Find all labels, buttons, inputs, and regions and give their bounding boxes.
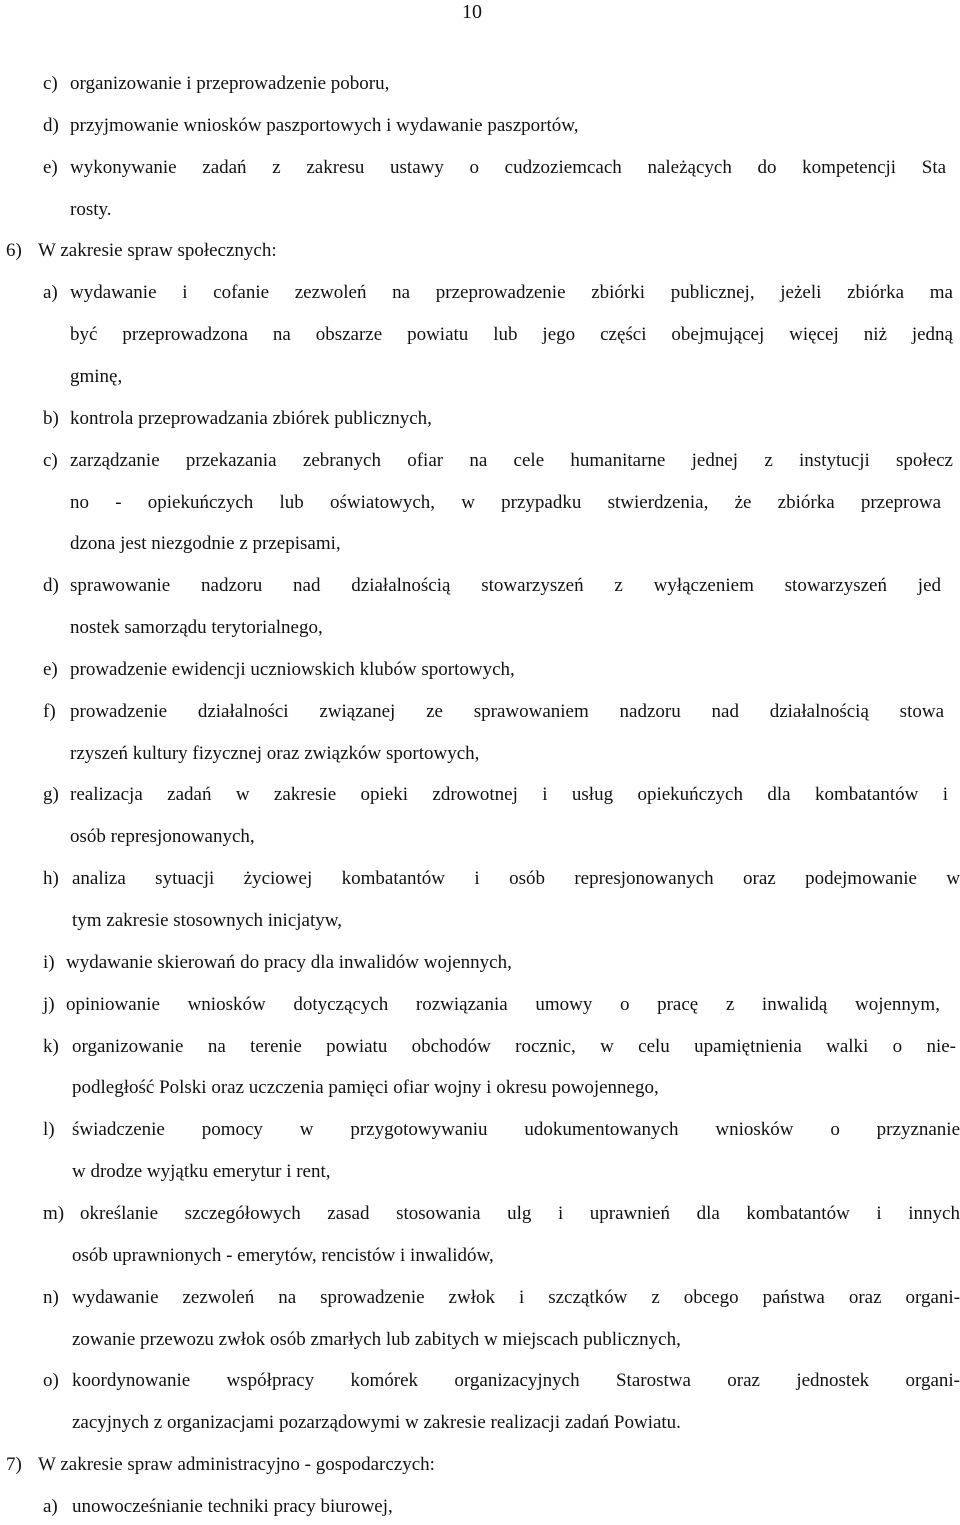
list-item-text: analiza sytuacji życiowej kombatantów i osób represjonowanych oraz podejmowanie w (72, 868, 960, 889)
list-item-text: rzyszeń kultury fizycznej oraz związków sportowych, (70, 743, 480, 764)
list-item-label: i) (43, 952, 55, 973)
list-item-text: wydawanie skierowań do pracy dla inwalidów wojennych, (66, 952, 512, 973)
page-number: 10 (462, 1, 482, 23)
list-item-label: o) (43, 1370, 59, 1391)
list-item-label: j) (43, 994, 55, 1015)
list-item-text: dzona jest niezgodnie z przepisami, (70, 533, 341, 554)
list-item-label: d) (43, 115, 59, 136)
list-item-label: n) (43, 1287, 59, 1308)
list-item-text: zarządzanie przekazania zebranych ofiar na cele humanitarne jednej z instytucji społecz (70, 450, 953, 471)
list-item-label: k) (43, 1036, 59, 1057)
list-item-text: być przeprowadzona na obszarze powiatu lub jego części obejmującej więcej niż jedną (70, 324, 953, 345)
list-item-text: koordynowanie współpracy komórek organizacyjnych Starostwa oraz jednostek organi- (72, 1370, 960, 1391)
list-item-text: wykonywanie zadań z zakresu ustawy o cudzoziemcach należących do kompetencji Sta (70, 157, 947, 178)
list-item-text: no - opiekuńczych lub oświatowych, w przypadku stwierdzenia, że zbiórka przeprowa (70, 492, 942, 513)
list-item-label: e) (43, 659, 58, 680)
list-item-text: określanie szczegółowych zasad stosowania ulg i uprawnień dla kombatantów i innych (80, 1203, 960, 1224)
list-item-text: osób represjonowanych, (70, 826, 255, 847)
list-item-label: 7) (6, 1454, 22, 1475)
list-item-text: świadczenie pomocy w przygotowywaniu udokumentowanych wniosków o przyznanie (72, 1119, 960, 1140)
list-item-label: g) (43, 784, 59, 805)
list-item-label: m) (43, 1203, 65, 1224)
list-item-text: kontrola przeprowadzania zbiórek publicznych, (70, 408, 432, 429)
list-item-label: a) (43, 1496, 58, 1517)
list-item-text: podległość Polski oraz uczczenia pamięci ofiar wojny i okresu powojennego, (72, 1077, 659, 1098)
list-item-text: zacyjnych z organizacjami pozarządowymi w zakresie realizacji zadań Powiatu. (72, 1412, 681, 1433)
list-item-text: opiniowanie wniosków dotyczących rozwiązania umowy o pracę z inwalidą wojennym, (66, 994, 940, 1015)
list-item-text: sprawowanie nadzoru nad działalnością stowarzyszeń z wyłączeniem stowarzyszeń jed (70, 575, 942, 596)
list-item-text: prowadzenie działalności związanej ze sprawowaniem nadzoru nad działalnością stowa (70, 701, 945, 722)
list-item-label: h) (43, 868, 59, 889)
list-item-text: tym zakresie stosownych inicjatyw, (72, 910, 342, 931)
list-item-text: osób uprawnionych - emerytów, rencistów i inwalidów, (72, 1245, 494, 1266)
list-item-text: organizowanie i przeprowadzenie poboru, (70, 73, 390, 94)
list-item-text: wydawanie zezwoleń na sprowadzenie zwłok i szczątków z obcego państwa oraz organi- (72, 1287, 960, 1308)
list-item-text: organizowanie na terenie powiatu obchodów rocznic, w celu upamiętnienia walki o nie- (72, 1036, 957, 1057)
list-item-text: W zakresie spraw administracyjno - gospodarczych: (38, 1454, 435, 1475)
list-item-text: prowadzenie ewidencji uczniowskich klubów sportowych, (70, 659, 515, 680)
list-item-text: rosty. (70, 199, 112, 220)
list-item-text: nostek samorządu terytorialnego, (70, 617, 323, 638)
list-item-label: f) (43, 701, 56, 722)
list-item-text: przyjmowanie wniosków paszportowych i wydawanie paszportów, (70, 115, 579, 136)
list-item-text: zowanie przewozu zwłok osób zmarłych lub zabitych w miejscach publicznych, (72, 1329, 681, 1350)
list-item-label: d) (43, 575, 59, 596)
list-item-label: b) (43, 408, 59, 429)
list-item-label: e) (43, 157, 58, 178)
list-item-label: 6) (6, 240, 22, 261)
list-item-label: c) (43, 73, 58, 94)
list-item-text: wydawanie i cofanie zezwoleń na przeprowadzenie zbiórki publicznej, jeżeli zbiórka ma (70, 282, 953, 303)
list-item-text: realizacja zadań w zakresie opieki zdrowotnej i usług opiekuńczych dla kombatantów i (70, 784, 949, 805)
list-item-text: w drodze wyjątku emerytur i rent, (72, 1161, 331, 1182)
list-item-label: c) (43, 450, 58, 471)
list-item-text: W zakresie spraw społecznych: (38, 240, 277, 261)
list-item-label: l) (43, 1119, 55, 1140)
list-item-text: gminę, (70, 366, 123, 387)
list-item-text: unowocześnianie techniki pracy biurowej, (72, 1496, 393, 1517)
list-item-label: a) (43, 282, 58, 303)
